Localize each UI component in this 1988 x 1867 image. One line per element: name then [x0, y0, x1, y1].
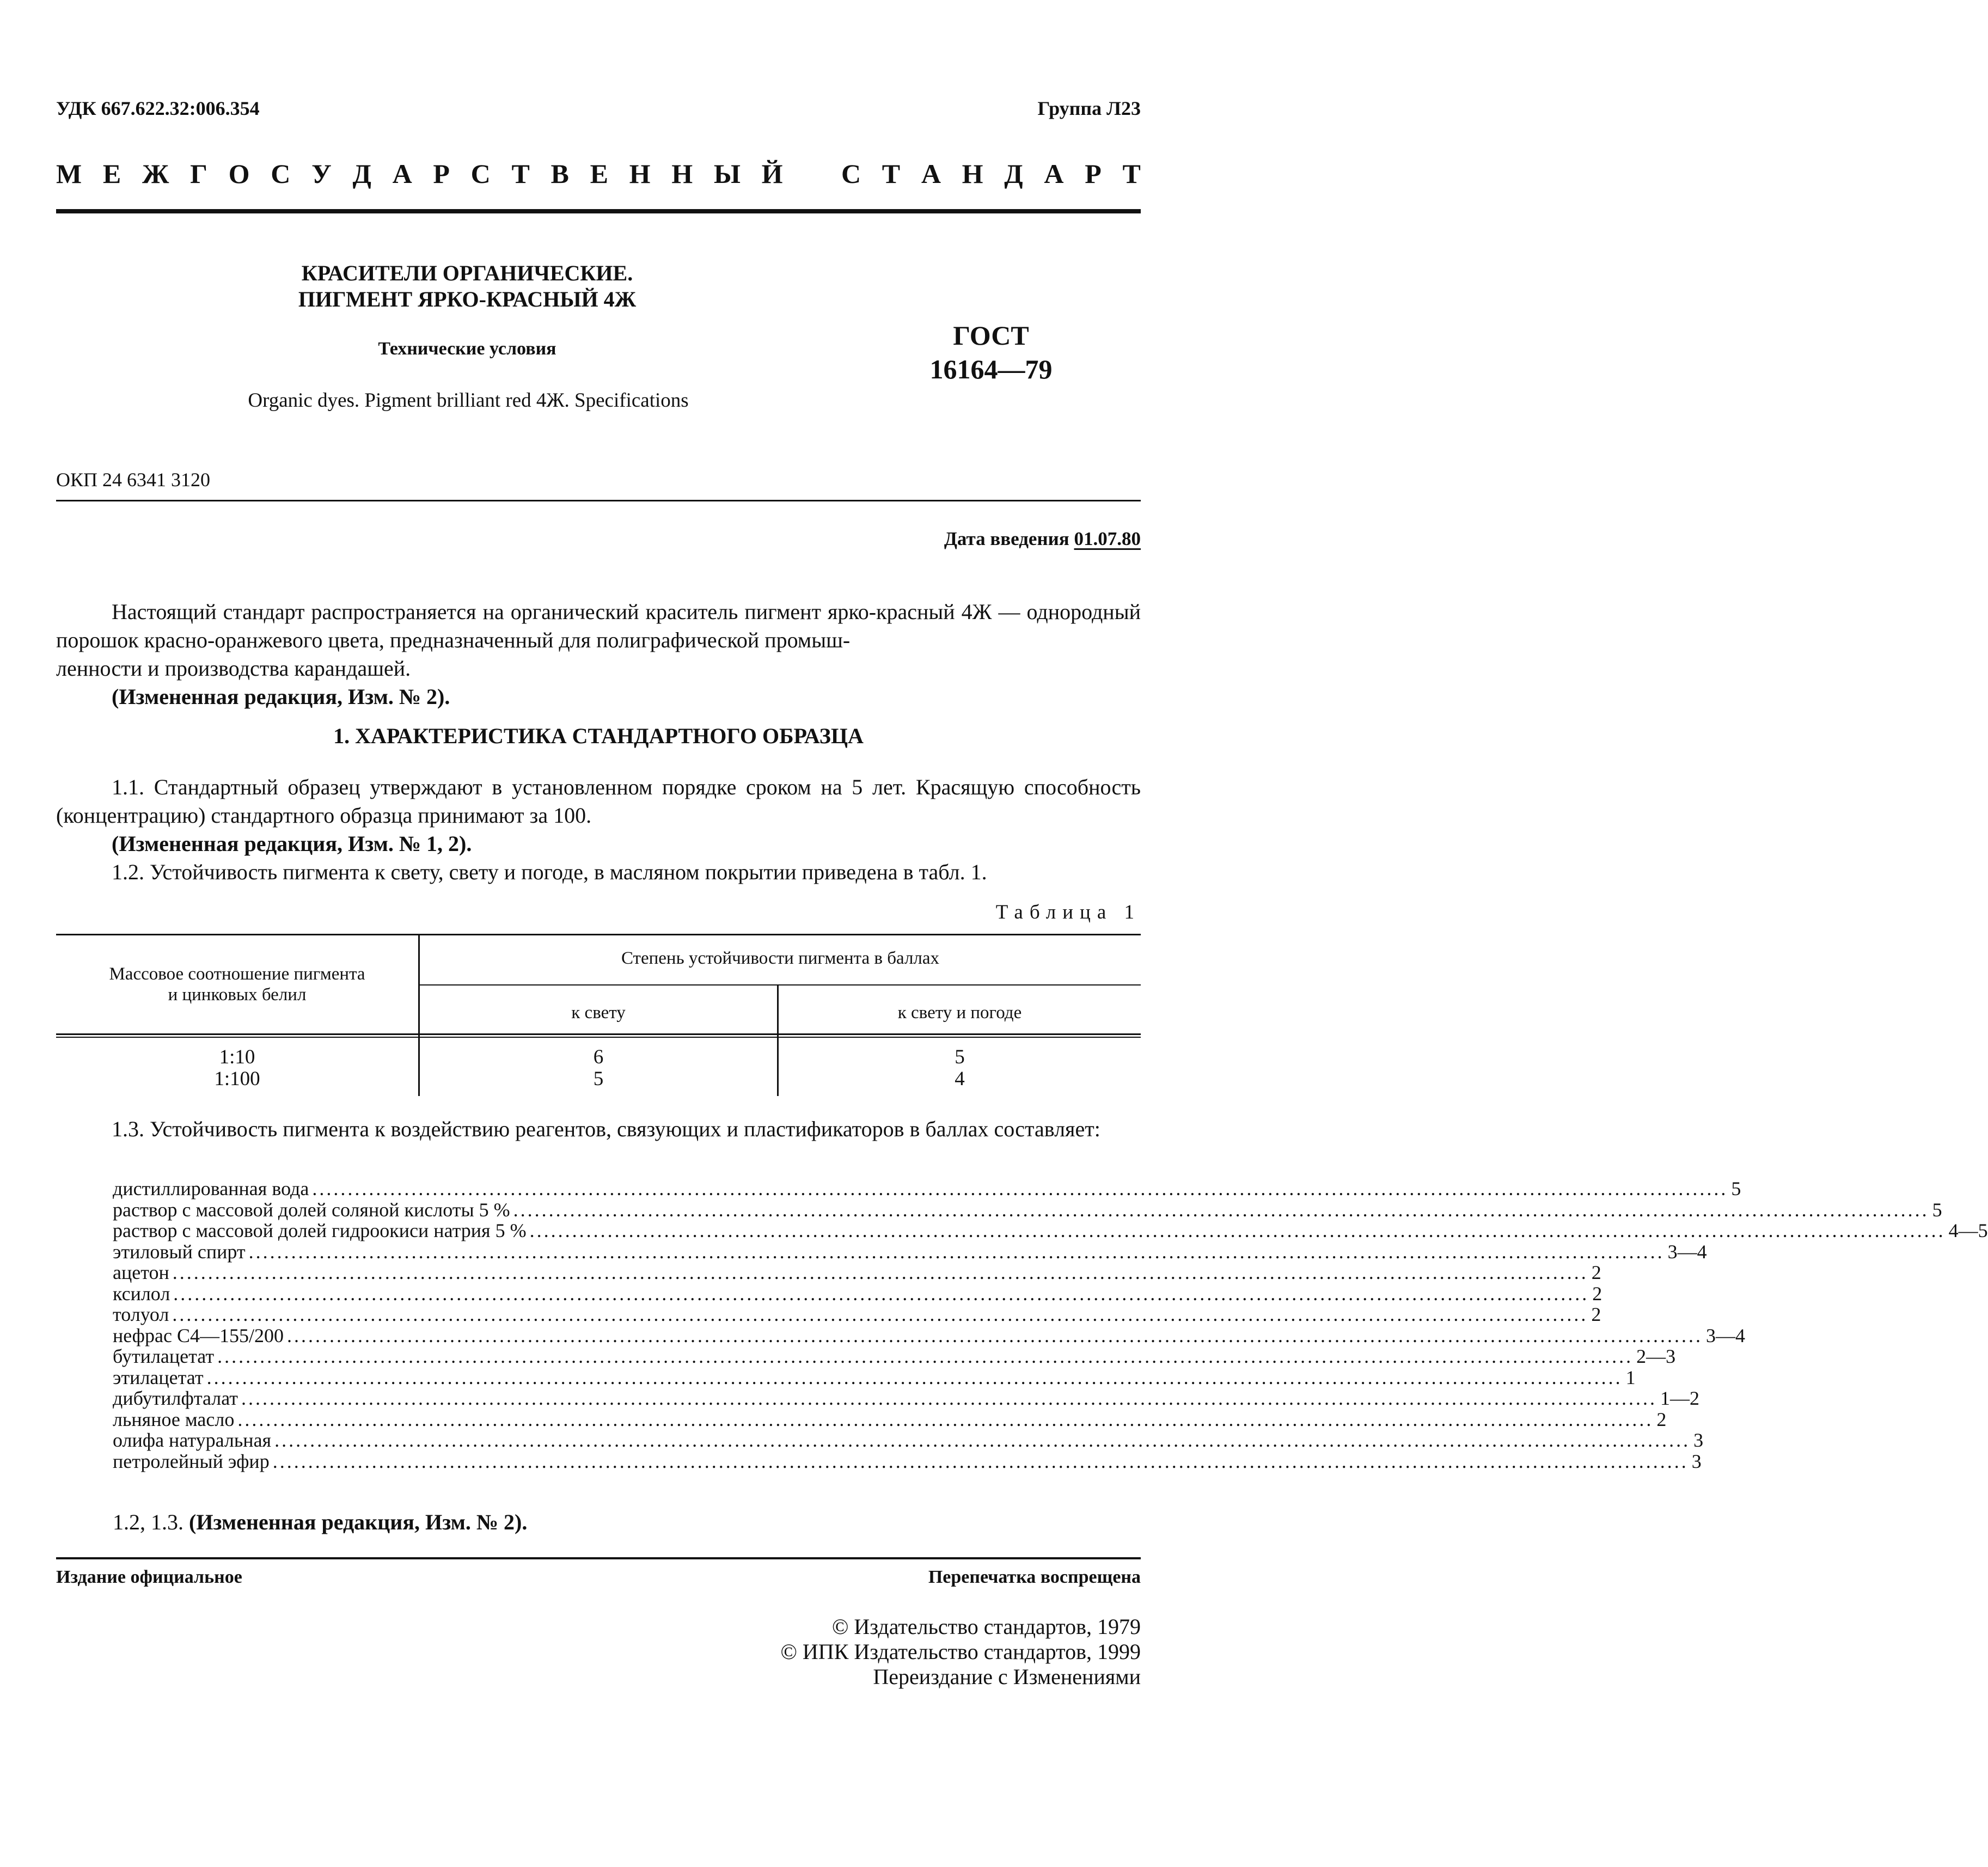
clause-1-2-1-3-amendment-note [113, 1509, 527, 1535]
copyright-1999: © ИПК Издательство стандартов, 1999 [780, 1639, 1141, 1664]
banner-gap [804, 158, 820, 189]
copyright-block [781, 1614, 1141, 1690]
copyright-1979: © Издательство стандартов, 1979 [831, 1614, 1141, 1639]
reagent-score: 3—4 [1705, 1324, 1745, 1346]
reissue-note: Переиздание с Изменениями [873, 1664, 1141, 1689]
clause-1-3-text: 1.3. Устойчивость пигмента к воздействию реагентов, связующих и пластификаторов в баллах составляет: [112, 1117, 1100, 1141]
table-header-ratio-line-2: и цинковых белил [168, 985, 307, 1005]
reprint-prohibited-label: Перепечатка воспрещена [928, 1567, 1141, 1587]
banner-letter: О [228, 158, 250, 189]
table-row-ratio: 1:100 [214, 1068, 260, 1090]
reagent-name: толуол [113, 1303, 169, 1325]
banner-letter: А [392, 158, 412, 189]
reagent-name: дибутилфталат [113, 1387, 238, 1409]
reagent-row [113, 1219, 1988, 1241]
leader-dots: ........................................................................................................................................................................................................ [529, 1220, 1946, 1241]
reagent-name: ксилол [113, 1282, 170, 1305]
section-1-heading: 1. ХАРАКТЕРИСТИКА СТАНДАРТНОГО ОБРАЗЦА [333, 724, 864, 748]
table-header-resistance-group: Степень устойчивости пигмента в баллах [621, 948, 940, 968]
effective-date-value: 01.07.80 [1074, 528, 1141, 549]
banner-letter: У [311, 158, 332, 189]
banner-letter: С [841, 158, 861, 189]
okp-rule [56, 500, 1141, 501]
banner-letter: Ж [142, 158, 169, 189]
table-row-light-weather: 4 [955, 1068, 965, 1090]
table-row-light: 6 [593, 1046, 604, 1068]
table-row-light-weather: 5 [955, 1046, 965, 1068]
banner-letter: Т [882, 158, 901, 189]
reagent-score: 2—3 [1636, 1345, 1676, 1367]
banner-letter: Е [590, 158, 608, 189]
reagent-score: 2 [1592, 1282, 1602, 1305]
table-header-ratio [56, 964, 418, 1005]
reagent-score: 4—5 [1948, 1220, 1988, 1241]
reagent-name: льняное масло [113, 1408, 235, 1430]
banner-letter: В [550, 158, 569, 189]
table-group-rule [420, 984, 1141, 985]
english-title: Organic dyes. Pigment brilliant red 4Ж. Specifications [248, 389, 689, 412]
reagent-row [113, 1240, 1707, 1263]
effective-date-label: Дата введения [944, 528, 1069, 549]
reagent-row [113, 1324, 1745, 1346]
reagent-score: 2 [1591, 1303, 1601, 1325]
leader-dots: ........................................................................................................................................................................................................ [272, 1450, 1689, 1472]
reagent-name: ацетон [113, 1262, 169, 1283]
gost-number [898, 319, 1084, 386]
reagent-name: раствор с массовой долей соляной кислоты 5 % [113, 1198, 510, 1221]
banner-letter: М [56, 158, 82, 189]
table-header-rule-double [56, 1037, 1141, 1038]
reagent-name: петролейный эфир [113, 1450, 270, 1472]
leader-dots: ........................................................................................................................................................................................................ [241, 1387, 1657, 1409]
reagent-score: 2 [1656, 1408, 1667, 1430]
reagent-score: 5 [1932, 1198, 1942, 1221]
footer-rule [56, 1557, 1141, 1559]
clause-1-1: 1.1. Стандартный образец утверждают в установленном порядке сроком на 5 лет. Красящую способность (концентрацию) стандартного образца принимают за 100. [56, 775, 1141, 828]
leader-dots: ........................................................................................................................................................................................................ [173, 1282, 1589, 1305]
reagent-row [113, 1387, 1700, 1409]
reagent-row [113, 1198, 1942, 1221]
official-edition-label: Издание официальное [56, 1567, 242, 1587]
gost-code: 16164—79 [929, 354, 1053, 384]
intro-paragraph [56, 598, 1141, 711]
leader-dots: ........................................................................................................................................................................................................ [217, 1345, 1634, 1367]
reagent-name: нефрас С4—155/200 [113, 1324, 284, 1346]
leader-dots: ........................................................................................................................................................................................................ [513, 1198, 1929, 1221]
reagent-score: 2 [1591, 1262, 1601, 1283]
clause-1-3 [56, 1115, 1141, 1143]
effective-date [944, 528, 1141, 550]
reagent-name: этиловый спирт [113, 1240, 246, 1263]
reagent-row [113, 1282, 1602, 1305]
clause-1-1-amendment-note: (Измененная редакция, Изм. № 1, 2). [112, 831, 472, 856]
intro-text-end: ленности и производства карандашей. [56, 656, 411, 681]
table-row-light: 5 [593, 1068, 604, 1090]
udk-code: УДК 667.622.32:006.354 [56, 97, 260, 119]
reagent-score: 3 [1693, 1429, 1704, 1451]
reagent-score: 3—4 [1667, 1240, 1707, 1263]
reagent-score: 5 [1731, 1178, 1741, 1199]
banner-letter: С [271, 158, 291, 189]
reagent-row [113, 1408, 1667, 1430]
section-1-body [56, 773, 1141, 886]
table-header-light-weather: к свету и погоде [897, 1003, 1022, 1023]
reagent-name: бутилацетат [113, 1345, 215, 1367]
amendment-note-text: (Измененная редакция, Изм. № 2). [189, 1510, 528, 1534]
gost-label: ГОСТ [953, 320, 1029, 351]
reagent-row [113, 1303, 1601, 1325]
banner-letter: Н [629, 158, 651, 189]
banner-letter: Р [433, 158, 450, 189]
table-header-rule [56, 1033, 1141, 1035]
leader-dots: ........................................................................................................................................................................................................ [172, 1262, 1588, 1283]
intro-text: Настоящий стандарт распространяется на органический краситель пигмент ярко-красный 4Ж — однородный порошок красно-оранжевого цвета, предназначенный для полиграфической промыш- [56, 599, 1141, 652]
interstate-standard-banner [56, 158, 1141, 189]
leader-dots: ........................................................................................................................................................................................................ [237, 1408, 1654, 1430]
banner-letter: Д [352, 158, 371, 189]
table-header-light: к свету [571, 1003, 626, 1023]
title-line-1: КРАСИТЕЛИ ОРГАНИЧЕСКИЕ. [301, 261, 633, 285]
reagent-name: раствор с массовой долей гидроокиси натрия 5 % [113, 1220, 527, 1241]
banner-letter: Д [1004, 158, 1023, 189]
reagent-score: 1—2 [1660, 1387, 1700, 1409]
reagent-row [113, 1261, 1601, 1283]
group-code: Группа Л23 [1037, 97, 1141, 119]
leader-dots: ........................................................................................................................................................................................................ [312, 1178, 1728, 1199]
banner-letter: А [1044, 158, 1064, 189]
banner-letter: Е [102, 158, 121, 189]
reagent-row [113, 1450, 1702, 1472]
banner-letter: Г [190, 158, 207, 189]
title-line-2: ПИГМЕНТ ЯРКО-КРАСНЫЙ 4Ж [298, 287, 637, 311]
banner-letter: Р [1085, 158, 1102, 189]
reagent-row [113, 1345, 1676, 1367]
reagent-name: этилацетат [113, 1366, 204, 1388]
leader-dots: ........................................................................................................................................................................................................ [286, 1324, 1703, 1346]
header-rule [56, 209, 1141, 213]
reagent-row [113, 1177, 1741, 1199]
banner-letter: Н [962, 158, 983, 189]
clause-1-2: 1.2. Устойчивость пигмента к свету, свету и погоде, в масляном покрытии приведена в табл. 1. [112, 860, 987, 884]
banner-letter: Н [671, 158, 693, 189]
reagent-score: 3 [1691, 1450, 1702, 1472]
reagent-resistance-list [113, 1177, 1988, 1472]
leader-dots: ........................................................................................................................................................................................................ [248, 1240, 1665, 1263]
reagent-row [113, 1429, 1704, 1451]
leader-dots: ........................................................................................................................................................................................................ [206, 1366, 1623, 1388]
table-1-caption: Таблица 1 [995, 901, 1141, 923]
banner-letter: Й [761, 158, 783, 189]
banner-letter: Ы [713, 158, 741, 189]
okp-code: ОКП 24 6341 3120 [56, 469, 211, 491]
leader-dots: ........................................................................................................................................................................................................ [172, 1303, 1588, 1325]
reagent-score: 1 [1625, 1366, 1636, 1388]
reagent-name: олифа натуральная [113, 1429, 272, 1451]
reagent-name: дистиллированная вода [113, 1178, 309, 1199]
table-row-ratio: 1:10 [219, 1046, 255, 1068]
table-top-rule [56, 934, 1141, 935]
reagent-row [113, 1366, 1636, 1388]
table-header-ratio-line-1: Массовое соотношение пигмента [109, 964, 365, 984]
intro-amendment-note: (Измененная редакция, Изм. № 2). [112, 684, 450, 709]
amendment-note-prefix: 1.2, 1.3. [113, 1510, 183, 1534]
banner-letter: Т [511, 158, 530, 189]
document-subtitle: Технические условия [378, 339, 556, 359]
document-title [260, 260, 674, 313]
banner-letter: С [470, 158, 491, 189]
banner-letter: Т [1122, 158, 1141, 189]
banner-letter: А [921, 158, 941, 189]
leader-dots: ........................................................................................................................................................................................................ [274, 1429, 1691, 1451]
